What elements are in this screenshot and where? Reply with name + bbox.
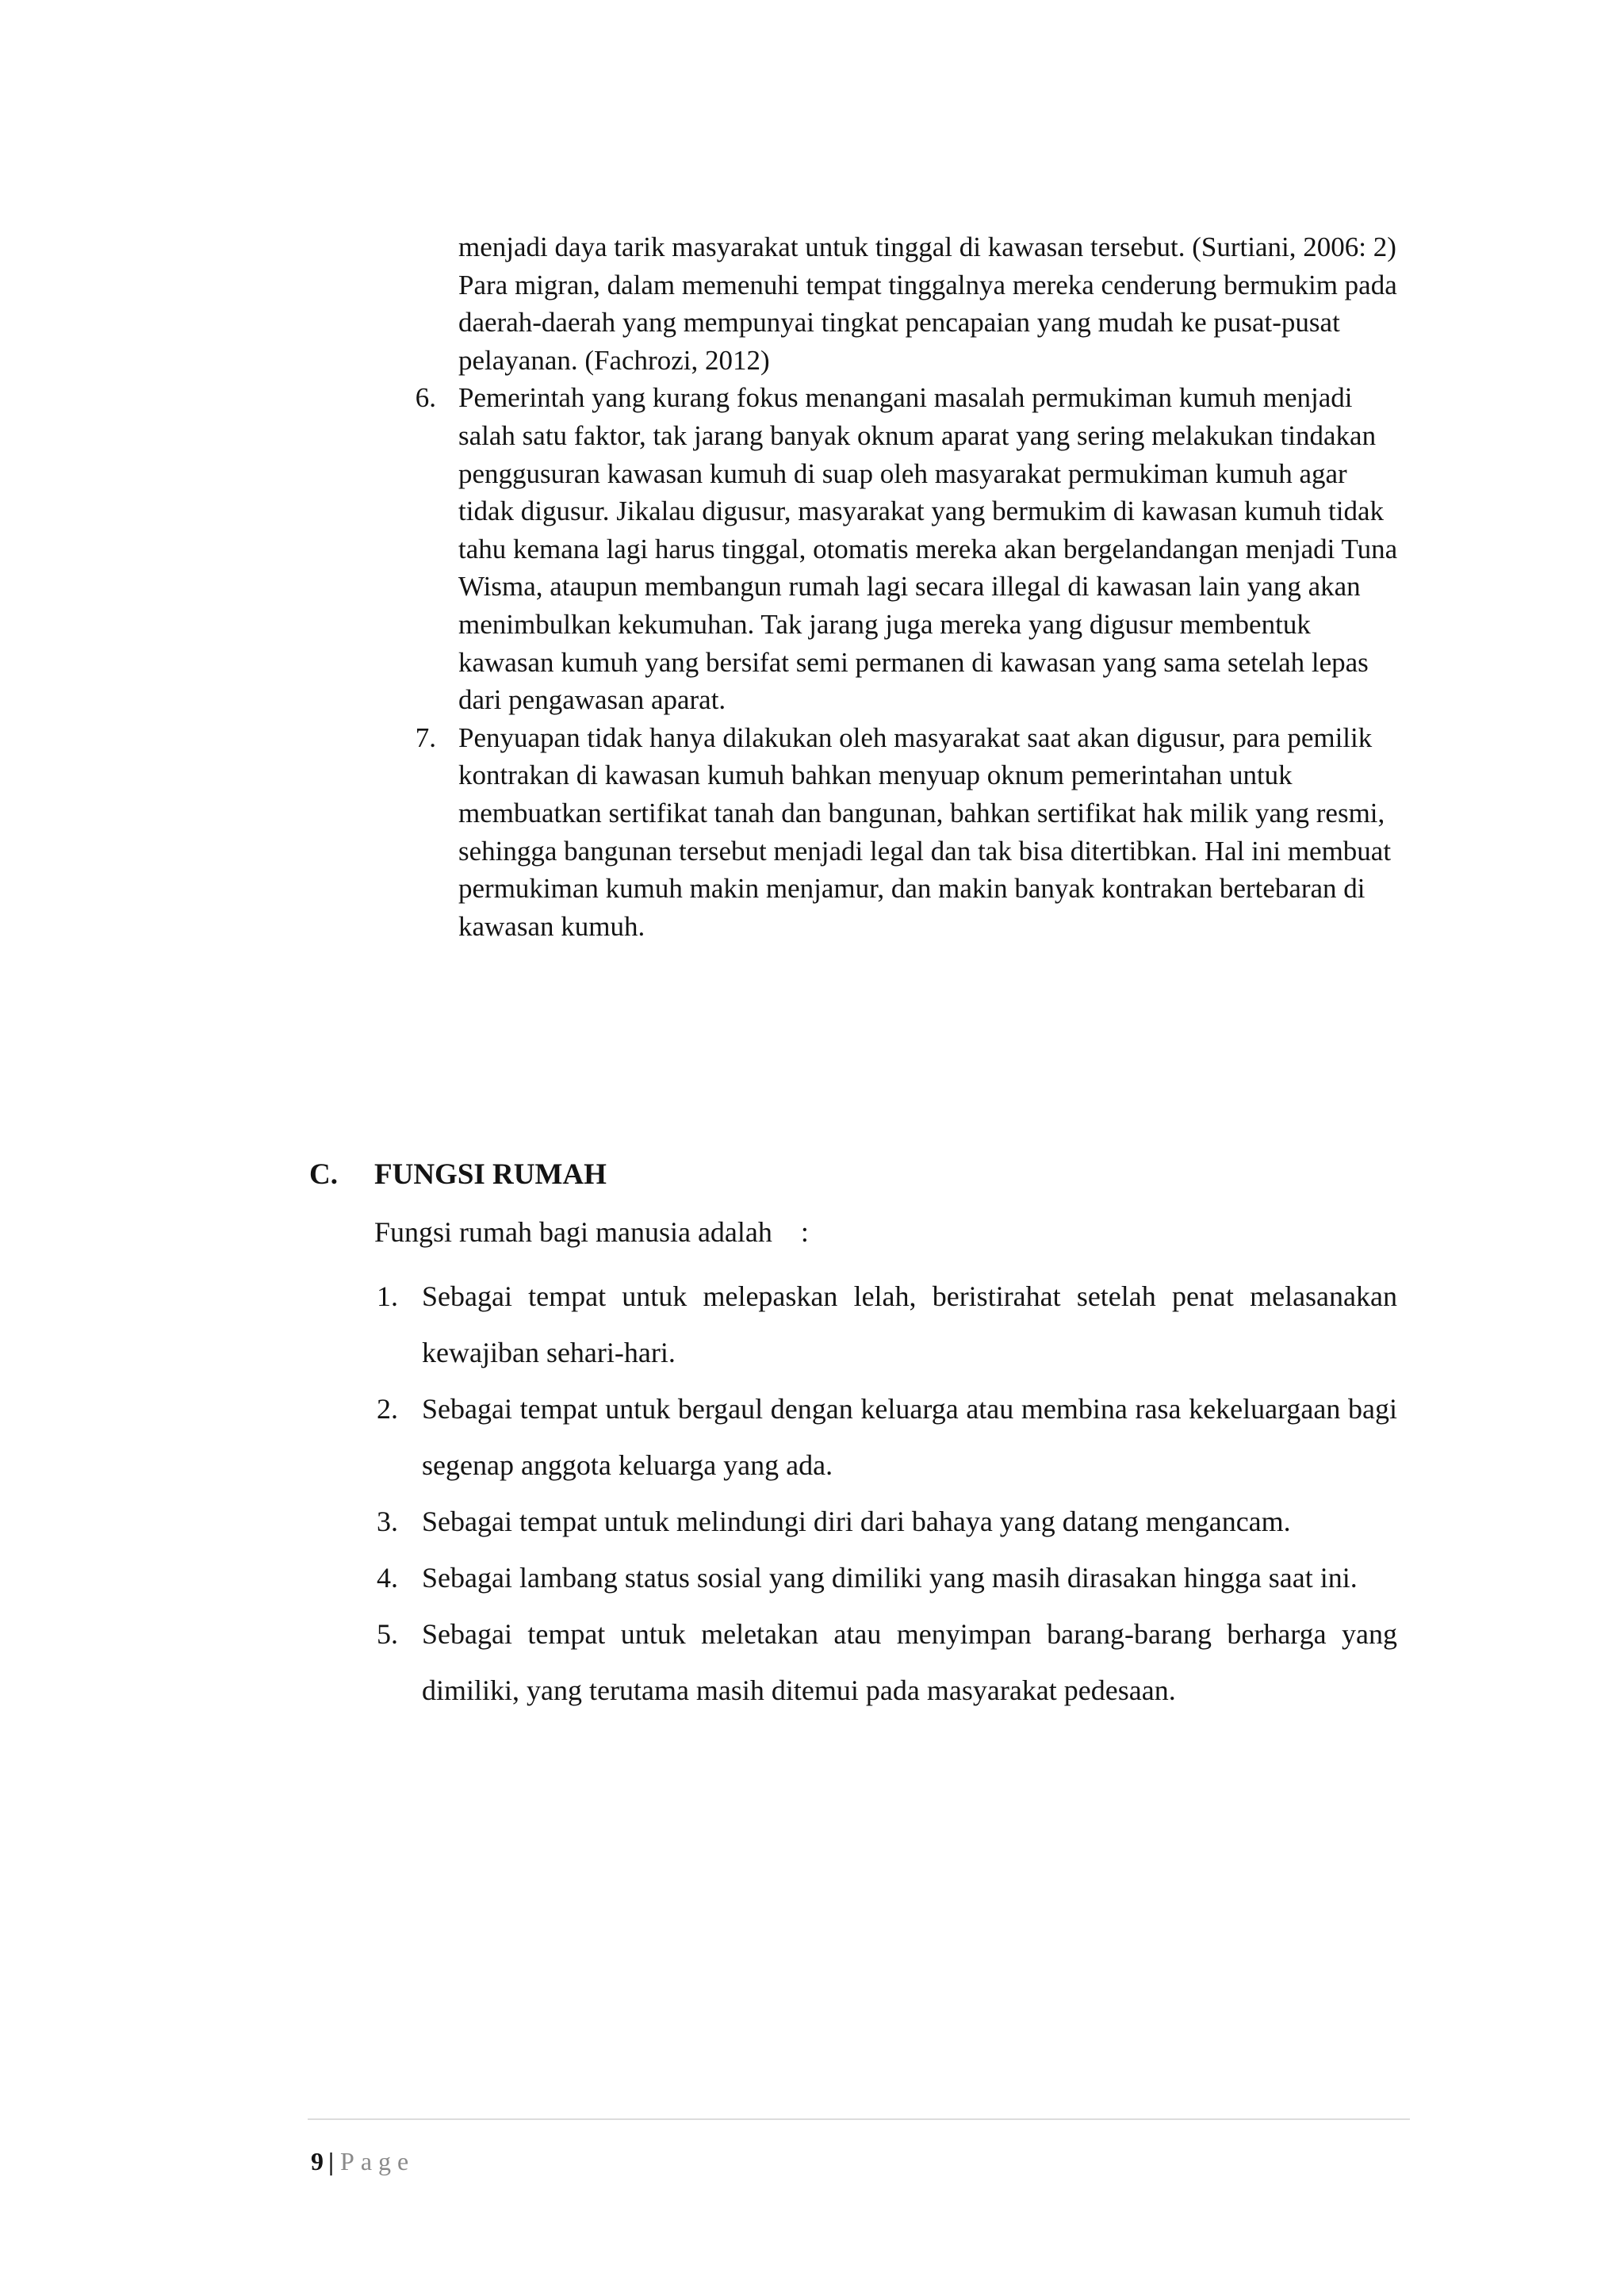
list-item-text: Pemerintah yang kurang fokus menangani masalah permukiman kumuh menjadi salah satu faktor, tak jarang banyak oknum aparat yang sering melakukan tindakan penggusuran kawasan kumuh di suap oleh masyarakat permukiman kumuh agar tidak digusur. Jikalau digusur, masyarakat yang bermukim di kawasan kumuh tidak tahu kemana lagi harus tinggal, otomatis mereka akan bergelandangan menjadi Tuna Wisma, ataupun membangun rumah lagi secara illegal di kawasan lain yang akan menimbulkan kekumuhan. Tak jarang juga mereka yang digusur membentuk kawasan kumuh yang bersifat semi permanen di kawasan yang sama setelah lepas dari pengawasan aparat. (458, 382, 1398, 716)
intro-colon: : (800, 1216, 809, 1248)
page-label: Page (340, 2147, 416, 2175)
section-title: FUNGSI RUMAH (374, 1158, 607, 1191)
list-item (365, 1381, 1397, 1494)
list-item-number: 4. (377, 1562, 398, 1594)
list-item-continuation (396, 228, 1404, 379)
section-intro (374, 1213, 809, 1251)
list-item-number: 1. (377, 1280, 398, 1312)
intro-text: Fungsi rumah bagi manusia adalah (374, 1216, 772, 1248)
list-item-text: Sebagai tempat untuk meletakan atau menyimpan barang-barang berharga yang dimiliki, yang terutama masih ditemui pada masyarakat pedesaan. (422, 1618, 1397, 1706)
list-item (365, 1494, 1397, 1550)
footer-divider (308, 2118, 1410, 2120)
list-item (365, 1606, 1397, 1719)
list-item-number: 2. (377, 1393, 398, 1425)
section-letter: C. (309, 1158, 338, 1191)
list-item-number: 3. (377, 1506, 398, 1537)
footer-separator: | (328, 2147, 335, 2175)
list-item-text: Sebagai tempat untuk bergaul dengan keluarga atau membina rasa kekeluargaan bagi segenap anggota keluarga yang ada. (422, 1393, 1397, 1481)
list-item-number: 5. (377, 1618, 398, 1650)
list-item-text: menjadi daya tarik masyarakat untuk tinggal di kawasan tersebut. (Surtiani, 2006: 2) Para migran, dalam memenuhi tempat tinggalnya mereka cenderung bermukim pada daerah-daerah yang mempunyai tingkat pencapaian yang mudah ke pusat-pusat pelayanan. (Fachrozi, 2012) (458, 232, 1397, 376)
causes-list (396, 228, 1404, 945)
functions-list (365, 1269, 1397, 1719)
section-heading (309, 1156, 607, 1194)
page-footer (311, 2145, 415, 2177)
list-item (365, 1269, 1397, 1381)
list-item-number: 6. (415, 382, 436, 414)
list-item-number: 7. (415, 721, 436, 753)
list-item-text: Penyuapan tidak hanya dilakukan oleh masyarakat saat akan digusur, para pemilik kontrakan di kawasan kumuh bahkan menyuap oknum pemerintahan untuk membuatkan sertifikat tanah dan bangunan, bahkan sertifikat hak milik yang resmi, sehingga bangunan tersebut menjadi legal dan tak bisa ditertibkan. Hal ini membuat permukiman kumuh makin menjamur, dan makin banyak kontrakan bertebaran di kawasan kumuh. (458, 721, 1392, 942)
list-item-7 (396, 719, 1404, 946)
list-item-text: Sebagai tempat untuk melepaskan lelah, beristirahat setelah penat melasanakan kewajiban sehari-hari. (422, 1280, 1397, 1368)
list-item-text: Sebagai tempat untuk melindungi diri dari bahaya yang datang mengancam. (422, 1506, 1291, 1537)
page-number: 9 (311, 2147, 324, 2175)
list-item-6 (396, 379, 1404, 718)
list-item (365, 1550, 1397, 1606)
list-item-text: Sebagai lambang status sosial yang dimiliki yang masih dirasakan hingga saat ini. (422, 1562, 1358, 1594)
